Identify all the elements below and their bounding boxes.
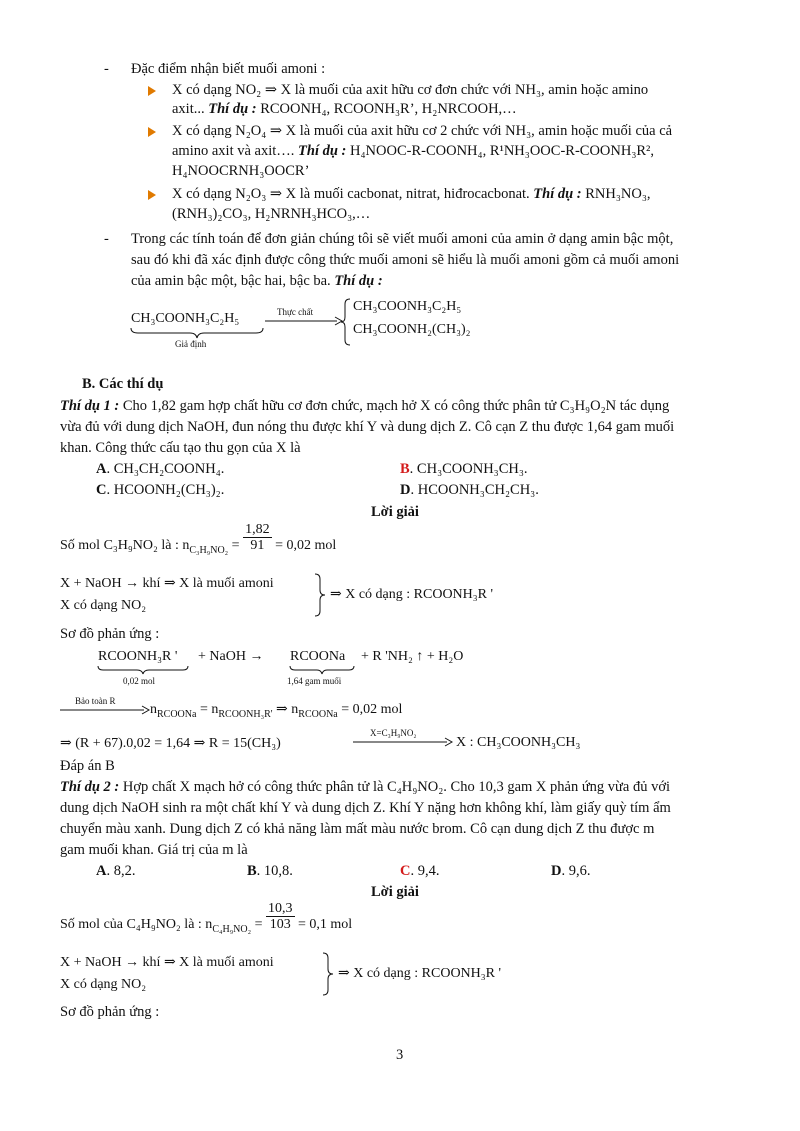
bullet-1-line-2: axit... Thí dụ : RCOONH₄, RCOONH₃R’, H₂NRCOOH,…: [172, 101, 517, 117]
bullet-3-line-2: (RNH₃)₂CO₃, H₂NRNH₃HCO₃,…: [172, 206, 371, 222]
example-1-line-2: vừa đủ với dung dịch NaOH, đun nóng thu được khí Y và dung dịch Z. Cô cạn Z thu được 1,64 gam muối: [60, 419, 675, 435]
reasoning-line-1: X + NaOH → khí ⇒ X là muối amoni: [60, 955, 274, 970]
reasoning-line-2: X có dạng NO₂: [60, 598, 147, 613]
arrow-right-icon: [60, 705, 150, 715]
option-b-correct: B. CH₃COONH₃CH₃.: [400, 461, 528, 477]
option-b: B. 10,8.: [247, 863, 293, 879]
underbrace-icon: [289, 665, 355, 675]
r-calculation: ⇒ (R + 67).0,02 = 1,64 ⇒ R = 15(CH₃): [60, 736, 281, 751]
formula-actual-1: CH₃COONH₃C₂H₅: [353, 299, 462, 314]
reaction-scheme-label: Sơ đồ phản ứng :: [60, 1004, 160, 1020]
reactant-moles: 0,02 mol: [123, 676, 156, 686]
result-formula: X : CH₃COONH₃CH₃: [456, 735, 581, 750]
reasoning-conclusion: ⇒ X có dạng : RCOONH₃R ': [330, 587, 494, 602]
answer-key: Đáp án B: [60, 758, 115, 774]
bullet-2-line-1: X có dạng N₂O₄ ⇒ X là muối của axit hữu cơ 2 chức với NH₃, amin hoặc muối của cả: [172, 123, 673, 139]
example-1-line-1: Thí dụ 1 : Cho 1,82 gam hợp chất hữu cơ đơn chức, mạch hở X có công thức phân tử C₃H₉O₂N tác dụng: [60, 398, 670, 414]
example-2-line-1: Thí dụ 2 : Hợp chất X mạch hở có công thức phân tử là C₄H₉NO₂. Cho 10,3 gam X phản ứng vừa đủ với: [60, 779, 671, 795]
example-1-line-3: khan. Công thức cấu tạo thu gọn của X là: [60, 440, 301, 456]
dash-marker: -: [104, 231, 109, 247]
paragraph-ammonium-features: Đặc điểm nhận biết muối amoni :: [131, 61, 326, 77]
option-d: D. 9,6.: [551, 863, 591, 879]
bullet-3-line-1: X có dạng N₂O₃ ⇒ X là muối cacbonat, nitrat, hiđrocacbonat. Thí dụ : RNH₃NO₃,: [172, 186, 651, 202]
option-c-correct: C. 9,4.: [400, 863, 440, 879]
solution-heading: Lời giải: [371, 884, 419, 900]
reasoning-conclusion: ⇒ X có dạng : RCOONH₃R ': [338, 966, 502, 981]
dash-marker: -: [104, 61, 109, 77]
example-2-line-4: gam muối khan. Giá trị của m là: [60, 842, 248, 858]
moles-calculation-2: Số mol của C₄H₉NO₂ là : $n_{C_4H_9NO_2}$ = $\frac{10,3}{103}$ = 0,1 mol: [60, 901, 353, 935]
moles-calculation: Số mol C₃H₉NO₂ là : $n_{C_3H_9NO_2}$ = $\frac{1,82}{91}$ = 0,02 mol: [60, 522, 337, 556]
label-assumed: Giả định: [175, 339, 207, 349]
bullet-1-line-1: X có dạng NO₂ ⇒ X là muối của axit hữu cơ đơn chức với NH₃, amin hoặc amino: [172, 82, 649, 98]
product-mass: 1,64 gam muối: [287, 676, 342, 686]
reactant-salt: RCOONH₃R ': [98, 649, 178, 664]
section-heading-examples: B. Các thí dụ: [82, 376, 164, 392]
arrow-right-icon: [353, 737, 453, 747]
bullet-arrow-icon: [148, 122, 162, 141]
example-2-line-2: dung dịch NaOH sinh ra một chất khí Y và dung dịch Z. Khí Y nặng hơn không khí, làm giấy quỳ tím ẩm: [60, 800, 671, 816]
products-rest: + R 'NH₂ ↑ + H₂O: [361, 649, 464, 664]
option-a: A. 8,2.: [96, 863, 136, 879]
bullet-2-line-3: H₄NOOCRNH₃OOCR’: [172, 163, 310, 179]
product-salt: RCOONa: [290, 649, 346, 664]
bullet-2-line-2: amino axit và axit…. Thí dụ : H₄NOOC-R-COONH₄, R¹NH₃OOC-R-COONH₃R²,: [172, 143, 655, 159]
example-2-line-3: chuyển màu xanh. Dung dịch Z có khả năng làm mất màu nước brom. Cô cạn dung dịch Z thu được m: [60, 821, 655, 837]
condition-label: X=C₃H₉NO₂: [370, 728, 417, 738]
formula-assumed: CH₃COONH₃C₂H₅: [131, 311, 240, 326]
paragraph-simplification-l1: Trong các tính toán để đơn giản chúng tôi sẽ viết muối amoni của amin ở dạng amin bậc một,: [131, 231, 674, 247]
option-a: A. CH₃CH₂COONH₄.: [96, 461, 225, 477]
solution-heading: Lời giải: [371, 504, 419, 520]
conservation-equation: $n_{RCOONa} = n_{RCOONH_3R'}$ ⇒ $n_{RCOONa} = 0,02$ mol: [150, 702, 403, 720]
bullet-arrow-icon: [148, 185, 162, 204]
option-c: C. HCOONH₂(CH₃)₂.: [96, 482, 225, 498]
label-actually: Thực chất: [277, 307, 314, 317]
left-brace-icon: [340, 298, 352, 346]
formula-actual-2: CH₃COONH₂(CH₃)₂: [353, 322, 471, 337]
right-brace-icon: [322, 952, 334, 996]
arrow-right-icon: [265, 316, 343, 326]
paragraph-simplification-l3: của amin bậc một, bậc hai, bậc ba. Thí dụ :: [131, 273, 383, 289]
reasoning-line-1: X + NaOH → khí ⇒ X là muối amoni: [60, 576, 274, 591]
bullet-arrow-icon: [148, 81, 162, 100]
reasoning-line-2: X có dạng NO₂: [60, 977, 147, 992]
page-number: 3: [396, 1047, 404, 1063]
conservation-label: Bảo toàn R: [75, 696, 116, 706]
option-d: D. HCOONH₃CH₂CH₃.: [400, 482, 539, 498]
underbrace-icon: [97, 665, 189, 675]
reactant-naoh: + NaOH →: [198, 649, 264, 664]
right-brace-icon: [314, 573, 326, 617]
underbrace-icon: [130, 327, 264, 339]
paragraph-simplification-l2: sau đó khi đã xác định được công thức muối amoni sẽ hiểu là muối amoni gồm cả muối amoni: [131, 252, 680, 268]
reaction-scheme-label: Sơ đồ phản ứng :: [60, 626, 160, 642]
